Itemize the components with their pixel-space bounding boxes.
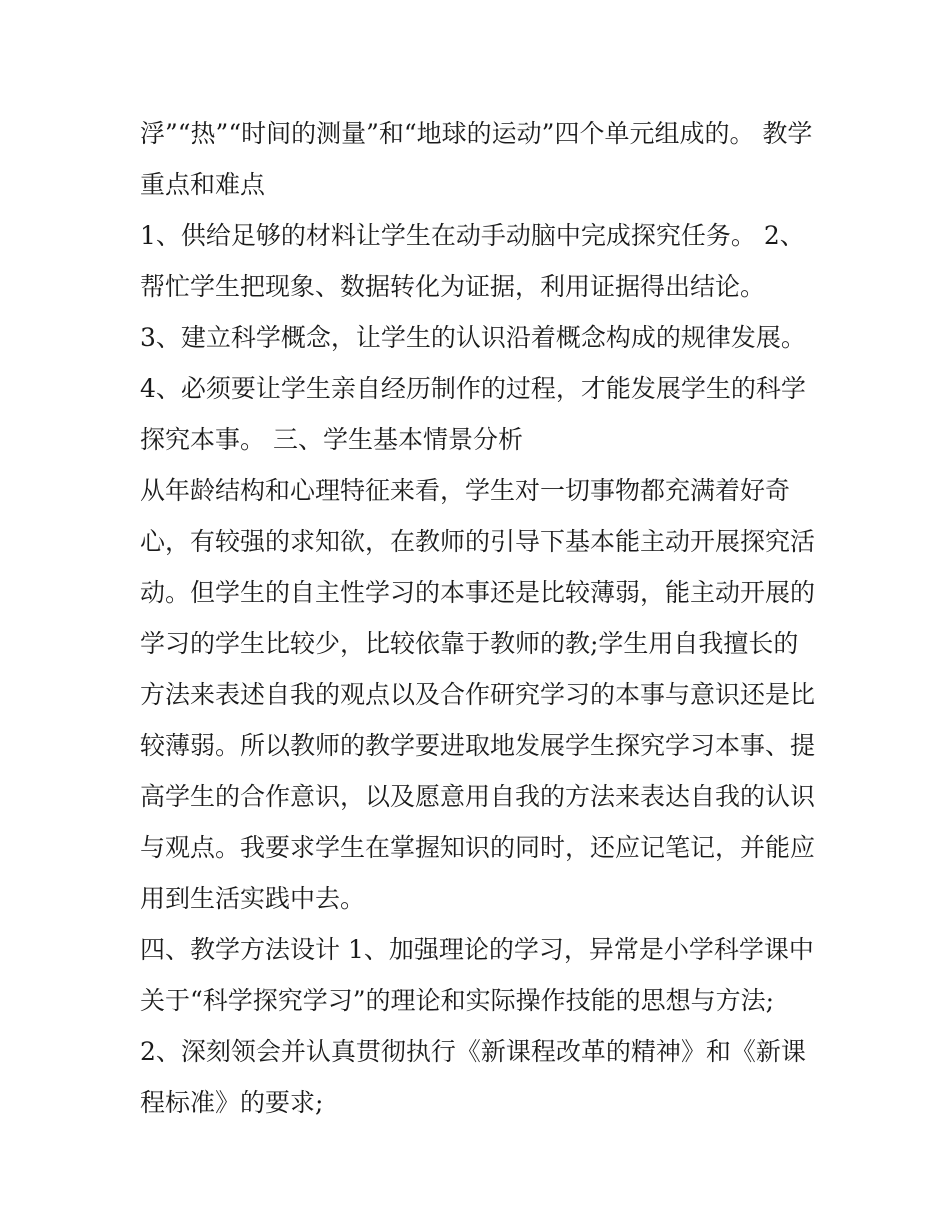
text-line: 与观点。我要求学生在掌握知识的同时，还应记笔记，并能应 bbox=[140, 833, 816, 862]
text-line: 1、供给足够的材料让学生在动手动脑中完成探究任务。 2、 bbox=[140, 221, 805, 250]
text-line: 心，有较强的求知欲，在教师的引导下基本能主动开展探究活 bbox=[140, 527, 816, 556]
text-line: 3、建立科学概念，让学生的认识沿着概念构成的规律发展。 bbox=[140, 323, 806, 352]
text-line: 关于“科学探究学习”的理论和实际操作技能的思想与方法; bbox=[140, 986, 774, 1015]
text-line: 用到生活实践中去。 bbox=[140, 884, 366, 913]
text-line: 四、教学方法设计 1、加强理论的学习，异常是小学科学课中 bbox=[140, 935, 814, 964]
text-line: 高学生的合作意识，以及愿意用自我的方法来表达自我的认识 bbox=[140, 782, 816, 811]
text-line: 动。但学生的自主性学习的本事还是比较薄弱，能主动开展的 bbox=[140, 578, 816, 607]
text-line: 学习的学生比较少，比较依靠于教师的教;学生用自我擅长的 bbox=[140, 629, 799, 658]
text-line: 从年龄结构和心理特征来看，学生对一切事物都充满着好奇 bbox=[140, 476, 791, 505]
text-line: 重点和难点 bbox=[140, 170, 266, 199]
text-line: 帮忙学生把现象、数据转化为证据，利用证据得出结论。 bbox=[140, 272, 766, 301]
text-line: 程标准》的要求; bbox=[140, 1088, 324, 1117]
text-line: 2、深刻领会并认真贯彻执行《新课程改革的精神》和《新课 bbox=[140, 1037, 806, 1066]
text-line: 4、必须要让学生亲自经历制作的过程，才能发展学生的科学 bbox=[140, 374, 806, 403]
text-line: 方法来表述自我的观点以及合作研究学习的本事与意识还是比 bbox=[140, 680, 816, 709]
text-line: 浮”“热”“时间的测量”和“地球的运动”四个单元组成的。 教学 bbox=[140, 119, 813, 148]
text-line: 较薄弱。所以教师的教学要进取地发展学生探究学习本事、提 bbox=[140, 731, 816, 760]
body-text bbox=[140, 108, 820, 1128]
text-line: 探究本事。 三、学生基本情景分析 bbox=[140, 425, 523, 454]
